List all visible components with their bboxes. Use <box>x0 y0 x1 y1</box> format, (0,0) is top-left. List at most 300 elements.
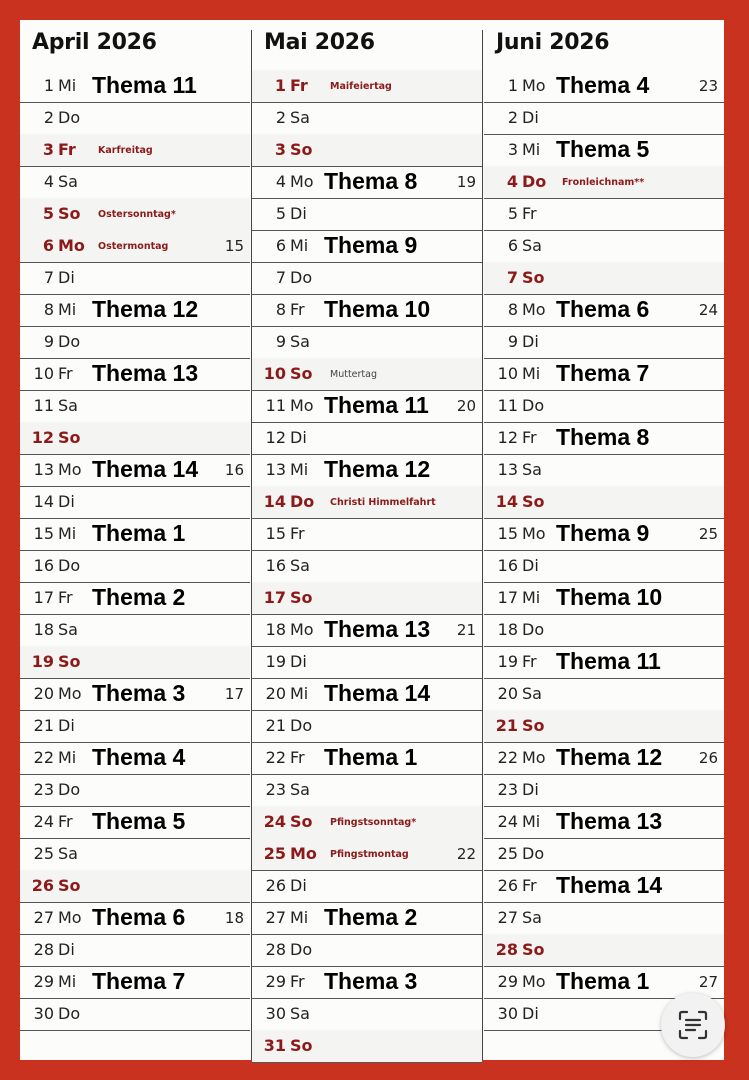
day-row <box>484 294 724 327</box>
day-row <box>20 582 250 615</box>
day-number: 15 <box>497 524 518 543</box>
day-row <box>484 134 724 167</box>
day-number: 17 <box>497 588 518 607</box>
day-row <box>484 262 724 295</box>
weekday: Mo <box>58 684 82 703</box>
weekday: So <box>290 364 313 383</box>
holiday-label: Ostermontag <box>98 241 169 252</box>
day-number: 10 <box>263 364 286 383</box>
day-number: 26 <box>265 876 286 895</box>
weekday: Fr <box>522 876 537 895</box>
weekday: Fr <box>58 588 73 607</box>
weekday: Mi <box>58 76 77 95</box>
weekday: Mo <box>522 300 546 319</box>
day-number: 11 <box>33 396 54 415</box>
day-row <box>252 166 482 199</box>
topic-entry: Thema 7 <box>92 968 186 994</box>
weekday: Mo <box>290 844 317 863</box>
week-number: 24 <box>698 301 718 319</box>
day-number: 8 <box>507 300 518 319</box>
weekday: Di <box>522 780 539 799</box>
day-number: 3 <box>507 140 518 159</box>
day-row <box>20 166 250 199</box>
weekday: Do <box>522 844 545 863</box>
day-number: 28 <box>33 940 54 959</box>
weekday: Mo <box>58 236 85 255</box>
week-number: 27 <box>698 973 718 991</box>
weekday: Mi <box>290 236 309 255</box>
day-row <box>484 198 724 231</box>
day-row <box>20 774 250 807</box>
weekday: Do <box>58 1004 81 1023</box>
topic-entry: Thema 3 <box>324 968 418 994</box>
topic-entry: Thema 12 <box>324 456 431 482</box>
weekday: Mo <box>58 908 82 927</box>
weekday: Sa <box>58 396 78 415</box>
week-number: 15 <box>224 237 244 255</box>
day-number: 9 <box>43 332 54 351</box>
day-number: 21 <box>265 716 286 735</box>
weekday: Do <box>58 556 81 575</box>
weekday: Fr <box>290 524 305 543</box>
day-row <box>484 422 724 455</box>
day-number: 25 <box>263 844 286 863</box>
topic-entry: Thema 13 <box>324 616 431 642</box>
topic-entry: Thema 14 <box>556 872 663 898</box>
day-number: 18 <box>497 620 518 639</box>
topic-entry: Thema 8 <box>556 424 650 450</box>
day-row <box>484 550 724 583</box>
topic-entry: Thema 14 <box>92 456 199 482</box>
topic-entry: Thema 5 <box>92 808 186 834</box>
day-number: 18 <box>33 620 54 639</box>
day-row <box>20 998 250 1031</box>
day-row <box>252 518 482 551</box>
topic-entry: Thema 8 <box>324 168 418 194</box>
day-number: 23 <box>33 780 54 799</box>
weekday: Mi <box>522 812 541 831</box>
weekday: Mi <box>290 908 309 927</box>
day-number: 3 <box>274 140 286 159</box>
weekday: Sa <box>522 684 542 703</box>
week-number: 21 <box>456 621 476 639</box>
weekday: Di <box>290 876 307 895</box>
weekday: Di <box>522 332 539 351</box>
weekday: Mo <box>58 460 82 479</box>
week-number: 20 <box>456 397 476 415</box>
weekday: Di <box>58 492 75 511</box>
weekday: So <box>58 876 81 895</box>
day-row <box>484 230 724 263</box>
topic-entry: Thema 14 <box>324 680 431 706</box>
weekday: Sa <box>290 556 310 575</box>
weekday: Fr <box>290 76 308 95</box>
day-row <box>20 870 250 903</box>
topic-entry: Thema 2 <box>324 904 418 930</box>
topic-entry: Thema 9 <box>324 232 418 258</box>
day-row <box>20 486 250 519</box>
topic-entry: Thema 11 <box>92 72 197 98</box>
day-number: 27 <box>265 908 286 927</box>
topic-entry: Thema 1 <box>556 968 650 994</box>
day-row <box>252 582 482 615</box>
day-row <box>252 614 482 647</box>
week-number: 19 <box>456 173 476 191</box>
weekday: Do <box>58 780 81 799</box>
day-row <box>484 902 724 935</box>
day-row <box>252 966 482 999</box>
day-row <box>20 678 250 711</box>
day-number: 1 <box>274 76 286 95</box>
weekday: Mo <box>522 76 546 95</box>
weekday: Di <box>290 428 307 447</box>
day-row <box>20 518 250 551</box>
day-number: 6 <box>507 236 518 255</box>
topic-entry: Thema 12 <box>556 744 663 770</box>
topic-entry: Thema 13 <box>556 808 663 834</box>
topic-entry: Thema 1 <box>324 744 418 770</box>
day-row <box>484 358 724 391</box>
weekday: Fr <box>58 364 73 383</box>
day-row <box>484 614 724 647</box>
day-row <box>20 358 250 391</box>
day-number: 4 <box>43 172 54 191</box>
weekday: Di <box>522 556 539 575</box>
day-row <box>252 1030 482 1063</box>
day-number: 12 <box>31 428 54 447</box>
day-number: 22 <box>497 748 518 767</box>
day-number: 22 <box>265 748 286 767</box>
topic-entry: Thema 9 <box>556 520 650 546</box>
weekday: Do <box>290 492 315 511</box>
topic-entry: Thema 11 <box>324 392 429 418</box>
day-row <box>252 326 482 359</box>
weekday: Mi <box>522 140 541 159</box>
day-number: 7 <box>43 268 54 287</box>
day-row <box>484 774 724 807</box>
day-number: 22 <box>33 748 54 767</box>
weekday: Fr <box>58 812 73 831</box>
weekday: So <box>522 716 545 735</box>
day-number: 10 <box>497 364 518 383</box>
weekday: Fr <box>290 300 305 319</box>
month-column-juni <box>484 20 724 1060</box>
day-number: 16 <box>265 556 286 575</box>
day-number: 19 <box>265 652 286 671</box>
day-row <box>484 838 724 871</box>
month-title: Mai 2026 <box>264 30 375 55</box>
day-number: 21 <box>33 716 54 735</box>
month-title: Juni 2026 <box>496 30 610 55</box>
day-number: 14 <box>495 492 518 511</box>
day-number: 27 <box>497 908 518 927</box>
day-row <box>20 390 250 423</box>
weekday: Mi <box>58 972 77 991</box>
day-number: 30 <box>497 1004 518 1023</box>
day-row <box>484 166 724 199</box>
day-number: 9 <box>275 332 286 351</box>
topic-entry: Thema 1 <box>92 520 186 546</box>
weekday: Sa <box>58 844 78 863</box>
weekday: Sa <box>58 172 78 191</box>
day-row <box>252 358 482 391</box>
week-number: 26 <box>698 749 718 767</box>
weekday: Di <box>58 716 75 735</box>
day-number: 16 <box>33 556 54 575</box>
day-row <box>20 614 250 647</box>
day-number: 8 <box>275 300 286 319</box>
day-number: 11 <box>265 396 286 415</box>
weekday: Mi <box>290 684 309 703</box>
day-row <box>484 70 724 103</box>
day-number: 7 <box>275 268 286 287</box>
weekday: Mo <box>290 396 314 415</box>
day-number: 18 <box>265 620 286 639</box>
day-row <box>20 70 250 103</box>
day-row <box>252 710 482 743</box>
weekday: So <box>522 492 545 511</box>
weekday: Mi <box>522 364 541 383</box>
day-row <box>20 422 250 455</box>
scan-document-button[interactable] <box>661 993 725 1057</box>
day-number: 5 <box>275 204 286 223</box>
topic-entry: Thema 6 <box>556 296 650 322</box>
day-row <box>252 646 482 679</box>
day-number: 4 <box>275 172 286 191</box>
weekday: Di <box>58 940 75 959</box>
weekday: Mi <box>522 588 541 607</box>
day-number: 1 <box>507 76 518 95</box>
day-row <box>20 934 250 967</box>
topic-entry: Thema 7 <box>556 360 650 386</box>
topic-entry: Thema 3 <box>92 680 186 706</box>
weekday: Mo <box>290 172 314 191</box>
holiday-label: Muttertag <box>330 369 377 380</box>
calendar-sheet <box>20 20 724 1060</box>
day-number: 11 <box>497 396 518 415</box>
weekday: So <box>290 1036 313 1055</box>
day-row <box>484 710 724 743</box>
weekday: So <box>290 140 313 159</box>
weekday: Di <box>290 652 307 671</box>
weekday: Mi <box>58 300 77 319</box>
weekday: Do <box>290 940 313 959</box>
holiday-label: Christi Himmelfahrt <box>330 497 436 508</box>
weekday: Fr <box>522 652 537 671</box>
weekday: Mi <box>58 748 77 767</box>
day-row <box>252 134 482 167</box>
day-number: 5 <box>42 204 54 223</box>
day-number: 14 <box>33 492 54 511</box>
topic-entry: Thema 10 <box>556 584 663 610</box>
day-number: 2 <box>507 108 518 127</box>
day-row <box>484 102 724 135</box>
day-row <box>20 230 250 263</box>
day-number: 29 <box>265 972 286 991</box>
day-row <box>20 102 250 135</box>
day-number: 29 <box>33 972 54 991</box>
day-number: 19 <box>497 652 518 671</box>
day-row <box>252 294 482 327</box>
day-row <box>484 742 724 775</box>
weekday: So <box>522 940 545 959</box>
weekday: Sa <box>522 460 542 479</box>
weekday: Fr <box>58 140 76 159</box>
day-number: 6 <box>275 236 286 255</box>
topic-entry: Thema 12 <box>92 296 199 322</box>
day-row <box>252 70 482 103</box>
weekday: Sa <box>290 780 310 799</box>
weekday: Sa <box>522 236 542 255</box>
day-number: 29 <box>497 972 518 991</box>
day-row <box>252 838 482 871</box>
week-number: 25 <box>698 525 718 543</box>
day-number: 30 <box>33 1004 54 1023</box>
weekday: Mo <box>522 972 546 991</box>
day-row <box>20 294 250 327</box>
day-number: 19 <box>31 652 54 671</box>
day-row <box>252 198 482 231</box>
day-row <box>20 806 250 839</box>
topic-entry: Thema 4 <box>556 72 650 98</box>
day-number: 13 <box>33 460 54 479</box>
weekday: So <box>58 652 81 671</box>
column-divider <box>482 30 483 1060</box>
weekday: Do <box>58 332 81 351</box>
weekday: Sa <box>290 1004 310 1023</box>
day-row <box>484 518 724 551</box>
week-number: 17 <box>224 685 244 703</box>
month-column-mai <box>252 20 482 1060</box>
weekday: Di <box>58 268 75 287</box>
day-number: 23 <box>497 780 518 799</box>
day-number: 30 <box>265 1004 286 1023</box>
weekday: Do <box>58 108 81 127</box>
holiday-label: Pfingstmontag <box>330 849 409 860</box>
day-number: 28 <box>495 940 518 959</box>
weekday: Mo <box>290 620 314 639</box>
weekday: Mo <box>522 748 546 767</box>
weekday: So <box>58 204 81 223</box>
day-row <box>484 582 724 615</box>
day-row <box>252 678 482 711</box>
day-row <box>484 390 724 423</box>
day-row <box>252 998 482 1031</box>
day-row <box>252 422 482 455</box>
weekday: Fr <box>522 204 537 223</box>
day-number: 15 <box>33 524 54 543</box>
day-number: 21 <box>495 716 518 735</box>
day-row <box>20 550 250 583</box>
day-number: 26 <box>31 876 54 895</box>
day-number: 12 <box>497 428 518 447</box>
day-number: 23 <box>265 780 286 799</box>
topic-entry: Thema 11 <box>556 648 661 674</box>
day-number: 1 <box>43 76 54 95</box>
day-number: 20 <box>265 684 286 703</box>
holiday-label: Ostersonntag* <box>98 209 176 220</box>
weekday: Sa <box>58 620 78 639</box>
holiday-label: Fronleichnam** <box>562 177 645 188</box>
day-number: 26 <box>497 876 518 895</box>
day-number: 16 <box>497 556 518 575</box>
day-number: 24 <box>263 812 286 831</box>
month-title: April 2026 <box>32 30 157 55</box>
weekday: Di <box>522 1004 539 1023</box>
week-number: 22 <box>456 845 476 863</box>
topic-entry: Thema 4 <box>92 744 186 770</box>
weekday: So <box>522 268 545 287</box>
day-row <box>252 806 482 839</box>
weekday: Do <box>522 620 545 639</box>
day-row <box>20 838 250 871</box>
week-number: 18 <box>224 909 244 927</box>
day-number: 2 <box>43 108 54 127</box>
day-number: 12 <box>265 428 286 447</box>
day-row <box>20 134 250 167</box>
weekday: Fr <box>290 972 305 991</box>
day-row <box>484 454 724 487</box>
month-column-april <box>20 20 250 1060</box>
day-number: 25 <box>33 844 54 863</box>
day-row <box>20 710 250 743</box>
day-number: 3 <box>42 140 54 159</box>
weekday: Fr <box>522 428 537 447</box>
day-number: 24 <box>33 812 54 831</box>
weekday: Do <box>522 172 547 191</box>
day-row <box>484 870 724 903</box>
holiday-label: Maifeiertag <box>330 81 392 92</box>
day-row <box>252 870 482 903</box>
weekday: So <box>290 588 313 607</box>
weekday: Fr <box>290 748 305 767</box>
day-row <box>252 742 482 775</box>
day-number: 13 <box>265 460 286 479</box>
topic-entry: Thema 5 <box>556 136 650 162</box>
day-row <box>484 678 724 711</box>
weekday: Mi <box>58 524 77 543</box>
day-row <box>252 902 482 935</box>
topic-entry: Thema 10 <box>324 296 431 322</box>
day-number: 13 <box>497 460 518 479</box>
weekday: Do <box>290 716 313 735</box>
day-row <box>484 486 724 519</box>
day-number: 24 <box>497 812 518 831</box>
holiday-label: Karfreitag <box>98 145 153 156</box>
day-row <box>252 486 482 519</box>
day-row <box>252 230 482 263</box>
day-row <box>252 454 482 487</box>
day-number: 20 <box>33 684 54 703</box>
day-number: 9 <box>507 332 518 351</box>
day-number: 2 <box>275 108 286 127</box>
day-row <box>252 550 482 583</box>
weekday: Do <box>522 396 545 415</box>
day-number: 17 <box>263 588 286 607</box>
topic-entry: Thema 13 <box>92 360 199 386</box>
day-row <box>484 326 724 359</box>
day-number: 10 <box>33 364 54 383</box>
day-number: 28 <box>265 940 286 959</box>
day-row <box>252 102 482 135</box>
document-scan-icon <box>677 1009 709 1041</box>
day-row <box>20 646 250 679</box>
weekday: Mi <box>290 460 309 479</box>
day-row <box>20 902 250 935</box>
day-number: 27 <box>33 908 54 927</box>
weekday: So <box>58 428 81 447</box>
day-number: 5 <box>507 204 518 223</box>
